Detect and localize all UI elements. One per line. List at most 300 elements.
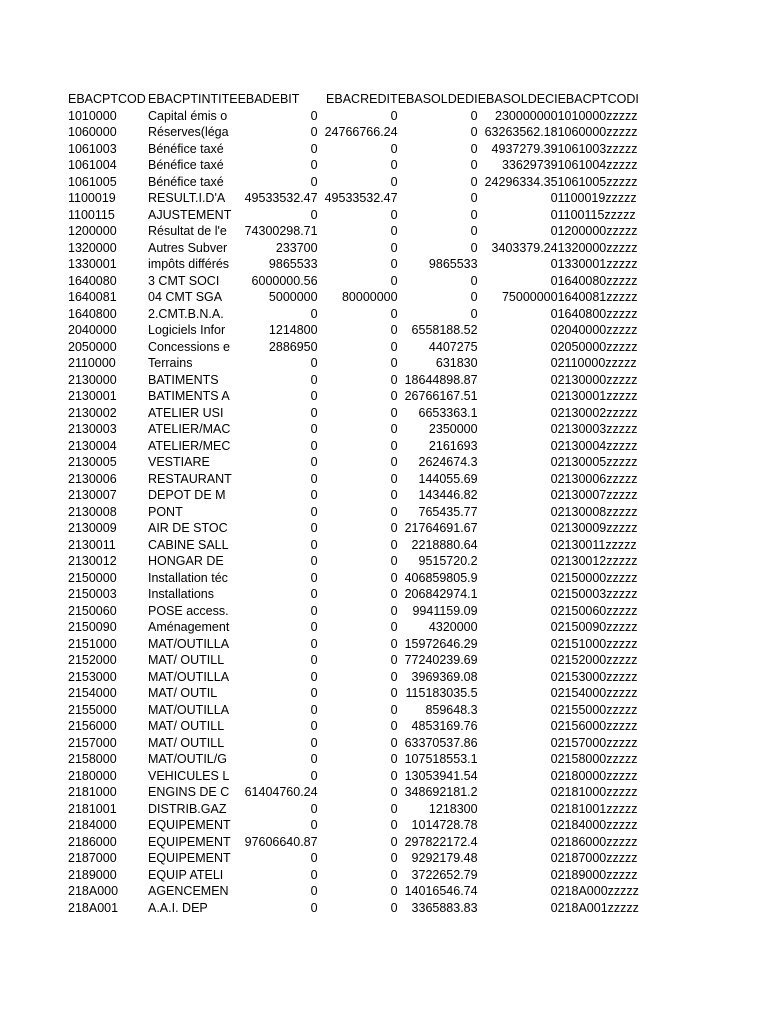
cell-debit: 0: [310, 603, 318, 618]
cell-debit-balance: 6653363.1: [418, 405, 478, 420]
cell-debit-balance: 0: [470, 207, 478, 222]
cell-credit-balance: 0: [550, 323, 558, 337]
cell-credit-balance: 0: [550, 488, 558, 502]
cell-debit-balance: 0: [470, 108, 478, 123]
table-row: [68, 768, 641, 785]
cell-account-title: MAT/ OUTILL: [148, 719, 225, 733]
cell-credit-balance: 0: [550, 438, 558, 453]
cell-credit-balance: 0: [550, 405, 558, 420]
cell-account-code: 2150060: [68, 603, 117, 618]
cell-debit-balance: 13053941.54: [404, 768, 478, 783]
cell-account-code: 2130009: [68, 521, 117, 535]
cell-credit: 0: [390, 372, 398, 387]
cell-account-code-key: 2157000zzzzz: [557, 735, 638, 750]
cell-debit-balance: 0: [470, 224, 478, 238]
cell-credit: 0: [390, 851, 398, 865]
cell-account-code-key: 2158000zzzzz: [557, 752, 638, 766]
cell-account-title: ATELIER/MAC: [148, 422, 231, 436]
cell-debit: 0: [310, 537, 318, 552]
cell-debit: 0: [310, 587, 318, 601]
cell-account-code: 2130002: [68, 405, 117, 420]
cell-account-title: MAT/ OUTILL: [148, 735, 225, 750]
cell-account-code: 2110000: [68, 356, 116, 370]
cell-account-code: 2158000: [68, 752, 117, 766]
cell-credit: 0: [390, 867, 398, 882]
cell-debit: 0: [310, 422, 318, 436]
cell-account-code-key: 2130012zzzzz: [557, 554, 638, 568]
cell-credit-balance: 0: [550, 422, 558, 436]
cell-account-code: 1640081: [68, 290, 117, 304]
cell-debit: 97606640.87: [244, 834, 318, 849]
cell-account-code-key: 2150060zzzzz: [557, 603, 638, 618]
cell-credit: 0: [390, 108, 398, 123]
cell-account-title: RESTAURANT: [148, 471, 232, 486]
cell-account-code-key: 2184000zzzzz: [557, 818, 638, 832]
cell-credit-balance: 0: [550, 207, 558, 222]
cell-account-code-key: 2186000zzzzz: [557, 834, 638, 849]
table-row: [68, 735, 641, 752]
cell-credit-balance: 0: [550, 570, 558, 585]
cell-credit: 0: [390, 339, 398, 354]
cell-account-code-key: 1640080zzzzz: [557, 273, 638, 288]
cell-credit: 0: [390, 884, 398, 898]
header-row: [68, 91, 641, 108]
cell-account-code: 2130005: [68, 455, 117, 469]
cell-credit: 0: [390, 488, 398, 502]
cell-debit-balance: 3969369.08: [411, 669, 478, 684]
cell-account-title: HONGAR DE: [148, 554, 224, 568]
column-header-account-code: EBACPTCOD: [68, 92, 146, 106]
cell-account-title: AGENCEMEN: [148, 884, 229, 898]
cell-debit: 0: [310, 719, 318, 733]
cell-account-title: ATELIER USI: [148, 405, 224, 420]
cell-account-title: Autres Subver: [148, 240, 228, 255]
cell-credit: 0: [390, 504, 398, 519]
cell-account-code: 2153000: [68, 669, 117, 684]
cell-account-code-key: 2110000zzzzz: [557, 356, 637, 370]
cell-debit: 0: [310, 554, 318, 568]
table-row: [68, 438, 641, 455]
cell-debit-balance: 63370537.86: [404, 735, 478, 750]
cell-account-code: 2157000: [68, 735, 117, 750]
cell-account-code: 2154000: [68, 686, 117, 700]
cell-account-code: 2040000: [68, 323, 117, 337]
cell-credit-balance: 0: [550, 554, 558, 568]
cell-account-code-key: 2130005zzzzz: [557, 455, 638, 469]
table-row: [68, 652, 641, 669]
cell-credit: 0: [390, 900, 398, 915]
table-row: [68, 322, 641, 339]
cell-account-code-key: 2130000zzzzz: [557, 372, 638, 387]
table-row: [68, 570, 641, 587]
cell-credit: 0: [390, 570, 398, 585]
cell-credit-balance: 33629739: [501, 158, 558, 172]
cell-credit: 0: [390, 521, 398, 535]
cell-debit: 0: [310, 504, 318, 519]
cell-account-code-key: 1061003zzzzz: [557, 141, 638, 156]
cell-debit: 0: [310, 900, 318, 915]
table-row: [68, 240, 641, 257]
cell-credit: 0: [390, 389, 398, 403]
cell-account-code: 1100019: [68, 191, 116, 205]
cell-account-code: 2184000: [68, 818, 117, 832]
cell-account-code-key: 2130003zzzzz: [557, 422, 638, 436]
cell-debit-balance: 0: [470, 125, 478, 139]
cell-account-code: 2150090: [68, 620, 117, 634]
cell-account-code-key: 2189000zzzzz: [557, 867, 638, 882]
cell-credit-balance: 0: [550, 785, 558, 799]
cell-account-code-key: 1100115zzzzz: [557, 207, 636, 222]
table-row: [68, 190, 641, 207]
cell-account-title: MAT/OUTIL/G: [148, 752, 227, 766]
table-row: [68, 834, 641, 851]
cell-credit: 0: [390, 785, 398, 799]
cell-credit-balance: 0: [550, 372, 558, 387]
cell-credit: 0: [390, 207, 398, 222]
column-header-debit: EBADEBIT: [237, 92, 300, 106]
cell-account-code: 2150000: [68, 570, 117, 585]
cell-account-title: DEPOT DE M: [148, 488, 226, 502]
cell-credit-balance: 0: [550, 900, 558, 915]
cell-credit: 0: [390, 537, 398, 552]
cell-account-code-key: 2130009zzzzz: [557, 521, 638, 535]
cell-account-code-key: 2050000zzzzz: [557, 339, 638, 354]
cell-account-code-key: 1320000zzzzz: [557, 240, 638, 255]
table-row: [68, 355, 641, 372]
cell-account-code-key: 1061004zzzzz: [557, 158, 638, 172]
cell-account-title: DISTRIB.GAZ: [148, 801, 227, 816]
cell-debit-balance: 297822172.4: [404, 834, 478, 849]
cell-debit-balance: 0: [470, 240, 478, 255]
cell-credit: 0: [390, 636, 398, 651]
cell-account-code: 1061005: [68, 174, 117, 189]
column-header-account-title: EBACPTINTITE: [148, 92, 238, 106]
cell-account-title: MAT/OUTILLA: [148, 636, 230, 651]
cell-account-title: Bénéfice taxé: [148, 141, 224, 156]
table-row: [68, 685, 641, 702]
cell-account-title: Installation téc: [148, 570, 228, 585]
cell-credit: 0: [390, 735, 398, 750]
cell-credit-balance: 0: [550, 867, 558, 882]
cell-credit-balance: 0: [550, 719, 558, 733]
cell-account-title: Bénéfice taxé: [148, 158, 224, 172]
table-row: [68, 471, 641, 488]
cell-debit-balance: 6558188.52: [411, 323, 478, 337]
cell-account-title: BATIMENTS: [148, 372, 219, 387]
cell-debit-balance: 348692181.2: [404, 785, 478, 799]
table-row: [68, 306, 641, 323]
spreadsheet-table: [68, 91, 641, 916]
table-row: [68, 339, 641, 356]
cell-account-code-key: 2130008zzzzz: [557, 504, 638, 519]
table-row: [68, 553, 641, 570]
cell-debit: 0: [310, 653, 318, 667]
cell-account-code: 2156000: [68, 719, 117, 733]
cell-account-code-key: 2130007zzzzz: [557, 488, 638, 502]
cell-account-code-key: 1640081zzzzz: [557, 290, 638, 304]
cell-debit: 0: [310, 752, 318, 766]
cell-debit-balance: 406859805.9: [404, 570, 478, 585]
cell-account-code-key: 2181001zzzzz: [557, 801, 638, 816]
cell-account-code: 2130012: [68, 554, 117, 568]
cell-account-title: Concessions e: [148, 339, 230, 354]
cell-credit-balance: 3403379.24: [491, 240, 558, 255]
cell-account-title: A.A.I. DEP: [148, 900, 208, 915]
cell-debit-balance: 14016546.74: [404, 884, 478, 898]
cell-debit-balance: 0: [470, 158, 478, 172]
cell-account-code: 2189000: [68, 867, 117, 882]
cell-account-code: 2187000: [68, 851, 117, 865]
cell-account-title: RESULT.I.D'A: [148, 191, 226, 205]
table-row: [68, 586, 641, 603]
cell-debit: 0: [310, 636, 318, 651]
cell-debit-balance: 144055.69: [418, 471, 478, 486]
table-row: [68, 174, 641, 191]
cell-credit-balance: 0: [550, 834, 558, 849]
cell-debit-balance: 0: [470, 174, 478, 189]
cell-account-code-key: 1061005zzzzz: [557, 174, 638, 189]
cell-credit-balance: 0: [550, 504, 558, 519]
cell-credit: 0: [390, 240, 398, 255]
cell-debit-balance: 9941159.09: [412, 603, 478, 618]
cell-debit-balance: 0: [470, 141, 478, 156]
cell-debit: 0: [310, 455, 318, 469]
cell-account-title: MAT/ OUTILL: [148, 653, 225, 667]
table-row: [68, 801, 641, 818]
cell-debit: 0: [310, 356, 318, 370]
cell-account-code-key: 1100019zzzzz: [557, 191, 637, 205]
cell-account-title: 04 CMT SGA: [148, 290, 223, 304]
cell-debit-balance: 9515720.2: [418, 554, 478, 568]
cell-account-code-key: 2150003zzzzz: [557, 587, 638, 601]
cell-credit-balance: 0: [550, 851, 558, 865]
cell-credit: 0: [390, 834, 398, 849]
cell-debit-balance: 143446.82: [418, 488, 478, 502]
cell-account-code: 1200000: [68, 224, 117, 238]
table-row: [68, 817, 641, 834]
table-row: [68, 702, 641, 719]
cell-debit: 5000000: [268, 290, 318, 304]
cell-account-code-key: 2152000zzzzz: [557, 653, 638, 667]
column-header-credit: EBACREDIT: [326, 92, 398, 106]
cell-debit: 0: [310, 389, 318, 403]
cell-debit: 9865533: [268, 257, 318, 271]
cell-credit-balance: 0: [550, 603, 558, 618]
cell-account-code: 2152000: [68, 653, 117, 667]
cell-debit: 0: [310, 686, 318, 700]
cell-account-title: Installations: [148, 587, 215, 601]
cell-account-code: 218A001: [68, 900, 119, 915]
cell-credit-balance: 0: [550, 521, 558, 535]
cell-debit: 0: [310, 801, 318, 816]
cell-debit: 0: [310, 884, 318, 898]
table-row: [68, 537, 641, 554]
cell-account-code: 1060000: [68, 125, 117, 139]
cell-debit-balance: 9292179.48: [411, 851, 478, 865]
cell-credit: 0: [390, 405, 398, 420]
cell-account-code-key: 2156000zzzzz: [557, 719, 638, 733]
cell-debit-balance: 115183035.5: [405, 686, 478, 700]
cell-credit-balance: 0: [550, 752, 558, 766]
table-row: [68, 850, 641, 867]
cell-credit: 0: [390, 356, 398, 370]
table-row: [68, 619, 641, 636]
cell-account-code: 1100115: [68, 207, 115, 222]
cell-account-title: Logiciels Infor: [148, 323, 226, 337]
table-row: [68, 256, 641, 273]
cell-account-title: CABINE SALL: [148, 537, 229, 552]
column-header-credit-balance: EBASOLDECI: [477, 92, 558, 106]
cell-account-title: POSE access.: [148, 603, 229, 618]
cell-credit: 0: [390, 620, 398, 634]
cell-account-code: 2050000: [68, 339, 117, 354]
cell-account-code-key: 1010000zzzzz: [557, 108, 638, 123]
cell-debit-balance: 4853169.76: [411, 719, 478, 733]
cell-account-title: ENGINS DE C: [148, 785, 230, 799]
cell-debit-balance: 0: [470, 273, 478, 288]
cell-credit-balance: 0: [550, 587, 558, 601]
cell-credit-balance: 63263562.18: [484, 125, 558, 139]
cell-credit-balance: 0: [550, 620, 558, 634]
cell-credit: 0: [390, 455, 398, 469]
cell-debit-balance: 859648.3: [425, 702, 478, 717]
cell-credit: 49533532.47: [324, 191, 398, 205]
cell-debit-balance: 2350000: [428, 422, 478, 436]
cell-debit-balance: 18644898.87: [404, 372, 478, 387]
cell-debit-balance: 3365883.83: [411, 900, 478, 915]
cell-account-code: 1320000: [68, 240, 117, 255]
cell-debit: 0: [310, 438, 318, 453]
cell-account-code: 2130000: [68, 372, 117, 387]
cell-credit-balance: 0: [550, 653, 558, 667]
cell-debit-balance: 631830: [435, 356, 478, 370]
cell-debit-balance: 2161693: [428, 438, 478, 453]
cell-credit-balance: 0: [550, 537, 558, 552]
cell-account-title: EQUIPEMENT: [148, 851, 231, 865]
cell-account-code-key: 2187000zzzzz: [557, 851, 638, 865]
cell-account-code-key: 2130006zzzzz: [557, 471, 638, 486]
cell-account-title: AIR DE STOC: [148, 521, 228, 535]
cell-credit: 0: [390, 158, 398, 172]
cell-credit-balance: 0: [550, 818, 558, 832]
cell-debit: 0: [310, 207, 318, 222]
cell-credit: 0: [390, 752, 398, 766]
cell-account-code: 2180000: [68, 768, 117, 783]
cell-debit: 49533532.47: [244, 191, 318, 205]
cell-debit: 0: [310, 702, 318, 717]
cell-account-title: impôts différés: [148, 257, 230, 271]
cell-debit: 0: [310, 372, 318, 387]
cell-account-title: 3 CMT SOCI: [148, 273, 220, 288]
cell-account-code: 1330001: [68, 257, 117, 271]
cell-account-code-key: 2130004zzzzz: [557, 438, 638, 453]
cell-credit: 0: [390, 306, 398, 321]
cell-account-code: 1640080: [68, 273, 117, 288]
cell-account-title: VESTIARE: [148, 455, 210, 469]
cell-credit: 0: [390, 801, 398, 816]
cell-account-code: 2130007: [68, 488, 117, 502]
cell-debit-balance: 0: [470, 290, 478, 304]
cell-account-code: 218A000: [68, 884, 119, 898]
cell-account-code-key: 1060000zzzzz: [557, 125, 638, 139]
cell-account-title: Réserves(léga: [148, 125, 229, 139]
cell-debit: 0: [310, 521, 318, 535]
cell-debit: 233700: [275, 240, 318, 255]
cell-credit: 0: [390, 587, 398, 601]
cell-debit-balance: 1218300: [428, 801, 478, 816]
cell-credit-balance: 0: [550, 768, 558, 783]
table-row: [68, 900, 641, 917]
cell-credit-balance: 0: [550, 389, 558, 403]
cell-account-code-key: 218A000zzzzz: [557, 884, 639, 898]
table-row: [68, 867, 641, 884]
table-row: [68, 124, 641, 141]
cell-account-code: 2181000: [68, 785, 117, 799]
table-row: [68, 157, 641, 174]
cell-debit-balance: 1014728.78: [411, 818, 478, 832]
table-row: [68, 405, 641, 422]
cell-credit-balance: 0: [550, 735, 558, 750]
cell-debit: 0: [310, 768, 318, 783]
cell-account-code: 2130006: [68, 471, 117, 486]
cell-credit-balance: 4937279.39: [491, 141, 558, 156]
cell-debit-balance: 21764691.67: [404, 521, 478, 535]
cell-account-code: 2181001: [68, 801, 117, 816]
cell-credit-balance: 0: [550, 471, 558, 486]
cell-credit: 0: [390, 719, 398, 733]
cell-credit-balance: 24296334.35: [484, 174, 558, 189]
cell-credit: 0: [390, 257, 398, 271]
cell-account-title: VEHICULES L: [148, 768, 230, 783]
cell-account-title: BATIMENTS A: [148, 389, 230, 403]
cell-account-code-key: 2040000zzzzz: [557, 323, 638, 337]
cell-account-code: 1061004: [68, 158, 117, 172]
cell-credit: 0: [390, 818, 398, 832]
cell-debit-balance: 4320000: [428, 620, 478, 634]
table-row: [68, 289, 641, 306]
cell-account-title: EQUIPEMENT: [148, 834, 231, 849]
cell-account-code-key: 2130002zzzzz: [557, 405, 638, 420]
cell-debit: 6000000.56: [251, 273, 318, 288]
cell-debit-balance: 0: [470, 191, 478, 205]
cell-account-code-key: 2181000zzzzz: [557, 785, 638, 799]
table-row: [68, 669, 641, 686]
cell-credit: 0: [390, 768, 398, 783]
cell-credit-balance: 0: [550, 801, 558, 816]
table-row: [68, 372, 641, 389]
table-row: [68, 273, 641, 290]
cell-account-title: Aménagement: [148, 620, 230, 634]
cell-credit-balance: 0: [550, 669, 558, 684]
table-row: [68, 504, 641, 521]
cell-account-title: EQUIP ATELI: [148, 867, 224, 882]
cell-account-code-key: 2180000zzzzz: [557, 768, 638, 783]
cell-account-code-key: 2154000zzzzz: [557, 686, 638, 700]
cell-account-title: AJUSTEMENT: [148, 207, 232, 222]
table-row: [68, 421, 641, 438]
cell-credit: 0: [390, 686, 398, 700]
cell-account-code: 2130008: [68, 504, 117, 519]
cell-debit: 61404760.24: [244, 785, 318, 799]
cell-credit: 0: [390, 141, 398, 156]
cell-account-code-key: 2153000zzzzz: [557, 669, 638, 684]
table-row: [68, 487, 641, 504]
cell-credit-balance: 230000000: [495, 108, 558, 123]
cell-debit: 0: [310, 174, 318, 189]
cell-credit-balance: 0: [550, 224, 558, 238]
cell-account-code-key: 2155000zzzzz: [557, 702, 638, 717]
cell-debit: 0: [310, 405, 318, 420]
